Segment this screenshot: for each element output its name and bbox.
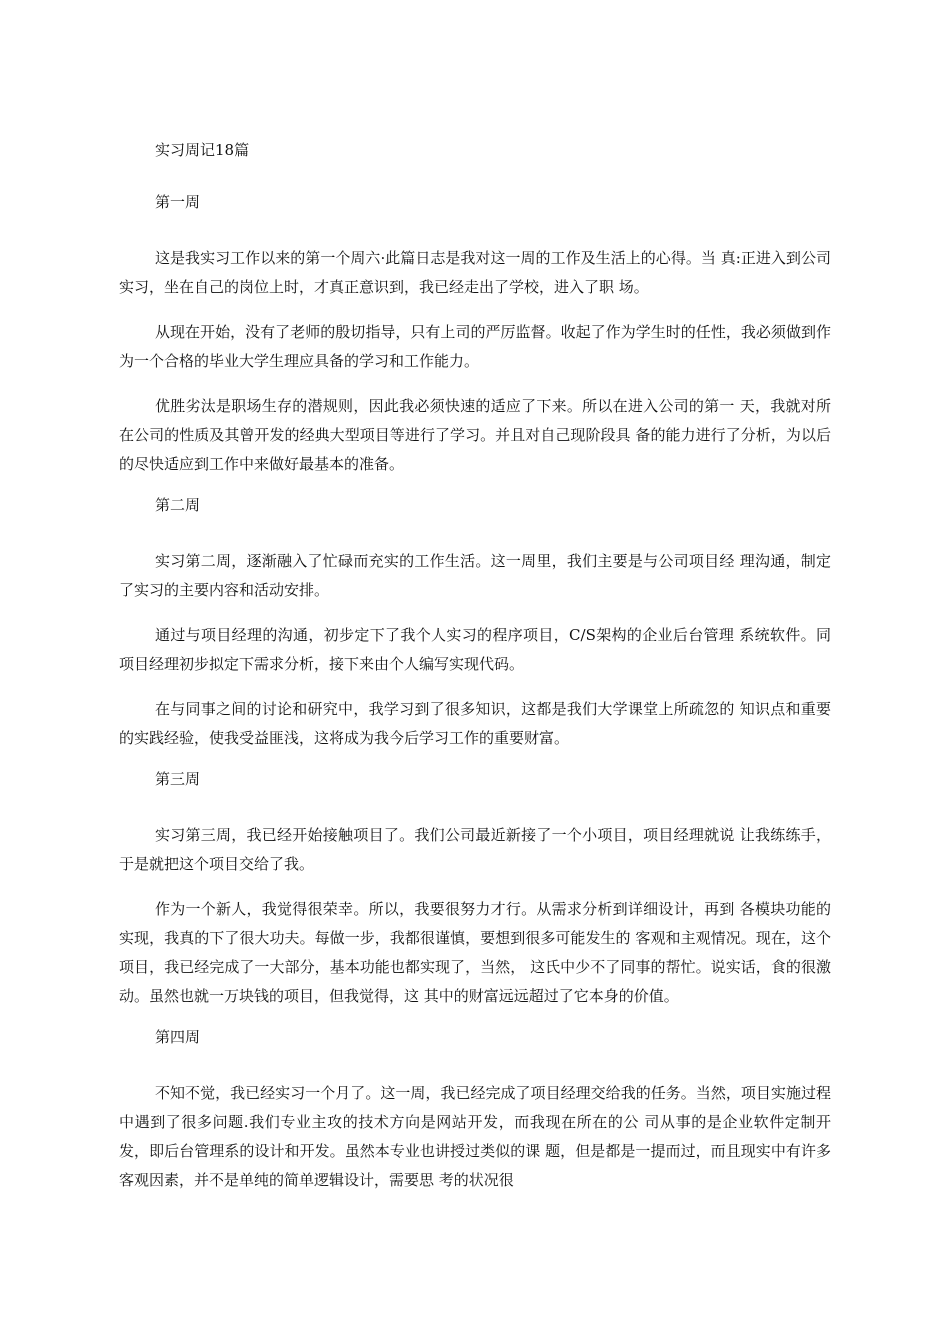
paragraph: 不知不觉，我已经实习一个月了。这一周，我已经完成了项目经理交给我的任务。当然，项目实施过程中遇到了很多问题.我们专业主攻的技术方向是网站开发，而我现在所在的公 司从事的是企业软件定制开发，即后台管理系的设计和开发。虽然本专业也讲授过类似的课 题，但是都是一提而过，而且现实中有许多客观因素，并不是单纯的简单逻辑设计，需要思 考的状况很: [119, 1084, 831, 1189]
paragraph: 这是我实习工作以来的第一个周六·此篇日志是我对这一周的工作及生活上的心得。当 真:正进入到公司实习，坐在自己的岗位上时，才真正意识到，我已经走出了学校，进入了职 场。: [119, 249, 831, 296]
section-heading-week-1: 第一周: [155, 193, 201, 211]
paragraph: 在与同事之间的讨论和研究中，我学习到了很多知识，这都是我们大学课堂上所疏忽的 知识点和重要的实践经验，使我受益匪浅，这将成为我今后学习工作的重要财富。: [119, 700, 831, 747]
document-title: 实习周记18篇: [155, 141, 250, 159]
section-heading-week-4: 第四周: [155, 1028, 201, 1046]
paragraph: 优胜劣汰是职场生存的潜规则，因此我必须快速的适应了下来。所以在进入公司的第一 天，我就对所在公司的性质及其曾开发的经典大型项目等进行了学习。并且对自己现阶段具 备的能力进行了分析，为以后的尽快适应到工作中来做好最基本的准备。: [119, 397, 831, 473]
paragraph: 从现在开始，没有了老师的殷切指导，只有上司的严厉监督。收起了作为学生时的任性，我必须做到作为一个合格的毕业大学生理应具备的学习和工作能力。: [119, 323, 831, 370]
paragraph: 实习第二周，逐渐融入了忙碌而充实的工作生活。这一周里，我们主要是与公司项目经 理沟通，制定了实习的主要内容和活动安排。: [119, 552, 831, 599]
paragraph: 实习第三周，我已经开始接触项目了。我们公司最近新接了一个小项目，项目经理就说 让我练练手，于是就把这个项目交给了我。: [119, 826, 831, 873]
paragraph: 作为一个新人，我觉得很荣幸。所以，我要很努力才行。从需求分析到详细设计，再到 各模块功能的实现，我真的下了很大功夫。每做一步，我都很谨慎，要想到很多可能发生的 客观和主观情况。现在，这个项目，我已经完成了一大部分，基本功能也都实现了，当然， 这氏中少不了同事的帮忙。说实话，食的很激动。虽然也就一万块钱的项目，但我觉得，这 其中的财富远远超过了它本身的价值。: [119, 900, 831, 1005]
section-heading-week-3: 第三周: [155, 770, 201, 788]
document-body: [119, 140, 831, 1195]
section-heading-week-2: 第二周: [155, 496, 201, 514]
paragraph: 通过与项目经理的沟通，初步定下了我个人实习的程序项目，C/S架构的企业后台管理 系统软件。同项目经理初步拟定下需求分析，接下来由个人编写实现代码。: [119, 626, 831, 673]
